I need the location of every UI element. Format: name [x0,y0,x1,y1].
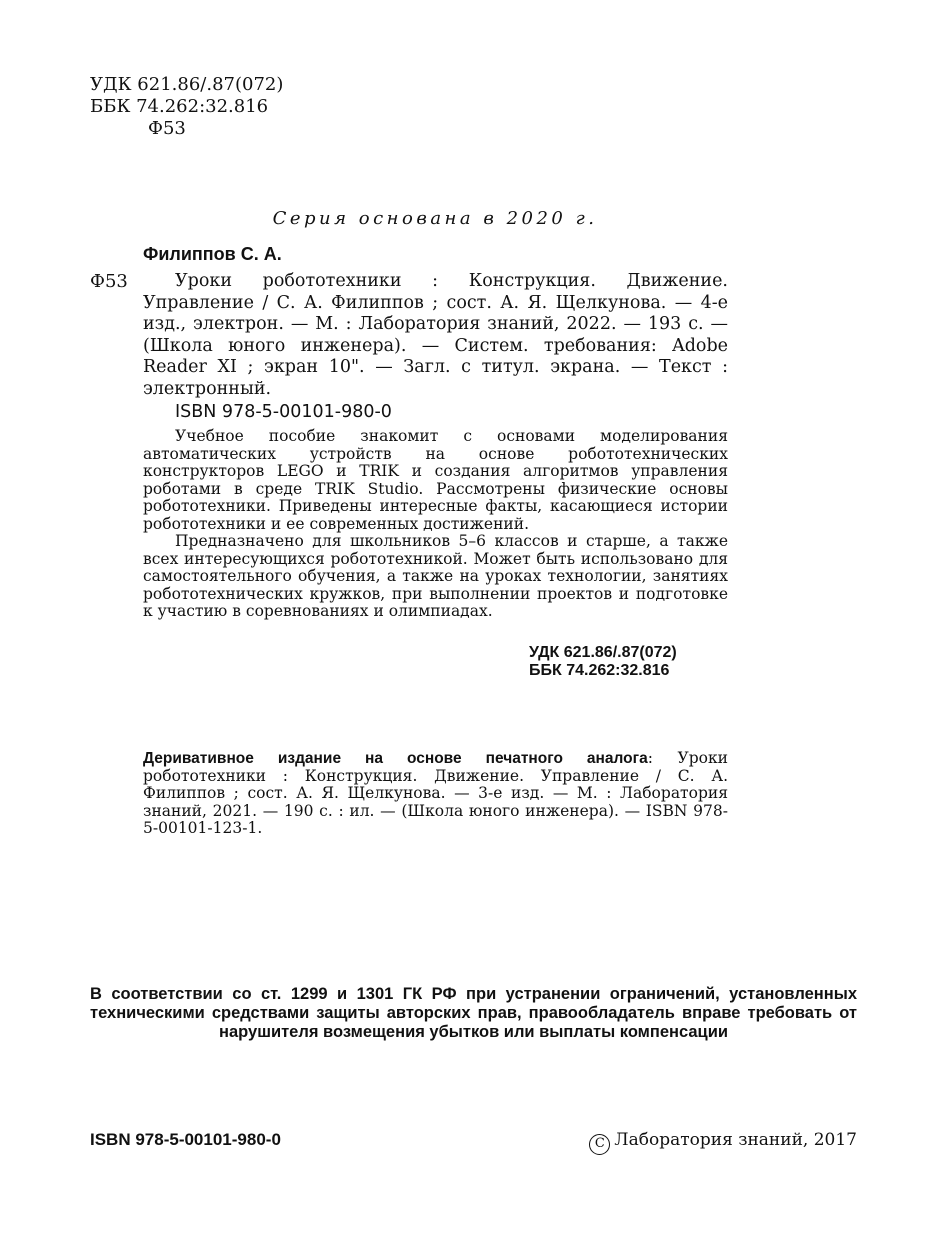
bbk-code: ББК 74.262:32.816 [90,96,269,117]
legal-notice: В соответствии со ст. 1299 и 1301 ГК РФ при устранении ограничений, установленных техническими средствами защиты авторских прав, правообладатель вправе требовать от нарушителя возмещения убытков или выплаты компенсации [90,985,857,1041]
copyright-icon: C [589,1134,610,1155]
derivative-lead: Деривативное издание на основе печатного аналога [143,750,648,767]
abstract-paragraph-2: Предназначено для школьников 5–6 классов и старше, а также всех интересующихся робототехникой. Может быть использовано для самостоятельного обучения, а также на уроках технологии, занятиях робототехнических кружков, при выполнении проектов и подготовке к участию в соревнованиях и олимпиадах. [143,532,728,620]
derivative-note [143,750,728,838]
footer-copyright [589,1130,857,1155]
isbn-line: ISBN 978-5-00101-980-0 [175,402,392,422]
series-note: Серия основана в 2020 г. [272,208,598,229]
copyright-text: Лаборатория знаний, 2017 [614,1130,857,1150]
description-text: Уроки робототехники : Конструкция. Движение. Управление / С. А. Филиппов ; сост. А. Я. Щелкунова. — 4-е изд., электрон. — М. : Лаборатория знаний, 2022. — 193 с. — (Школа юного инженера). — Систем. требования: Adobe Reader XI ; экран 10". — Загл. с титул. экрана. — Текст : электронный. [143,271,728,399]
abstract-paragraph-1: Учебное пособие знакомит с основами моделирования автоматических устройств на основе робототехнических конструкторов LEGO и TRIK и создания алгоритмов управления роботами в среде TRIK Studio. Рассмотрены физические основы робототехники. Приведены интересные факты, касающиеся истории робототехники и ее современных достижений. [143,427,728,533]
author-code: Ф53 [148,118,186,139]
author-name: Филиппов С. А. [143,244,282,264]
abstract [143,428,728,621]
right-udk: УДК 621.86/.87(072) [529,644,677,661]
udk-code: УДК 621.86/.87(072) [90,74,284,95]
classification-block [90,74,283,140]
footer-isbn: ISBN 978-5-00101-980-0 [90,1130,281,1149]
bibliographic-description [143,271,728,400]
derivative-text: : Уроки робототехники : Конструкция. Движение. Управление / С. А. Филиппов ; сост. А. Я. Щелкунова. — 3-е изд. — М. : Лаборатория знаний, 2021. — 190 с. : ил. — (Школа юного инженера). — ISBN 978-5-00101-123-1. [143,749,729,837]
right-bbk: ББК 74.262:32.816 [529,662,670,679]
catalog-mark: Ф53 [90,271,128,292]
right-classification [529,644,677,680]
